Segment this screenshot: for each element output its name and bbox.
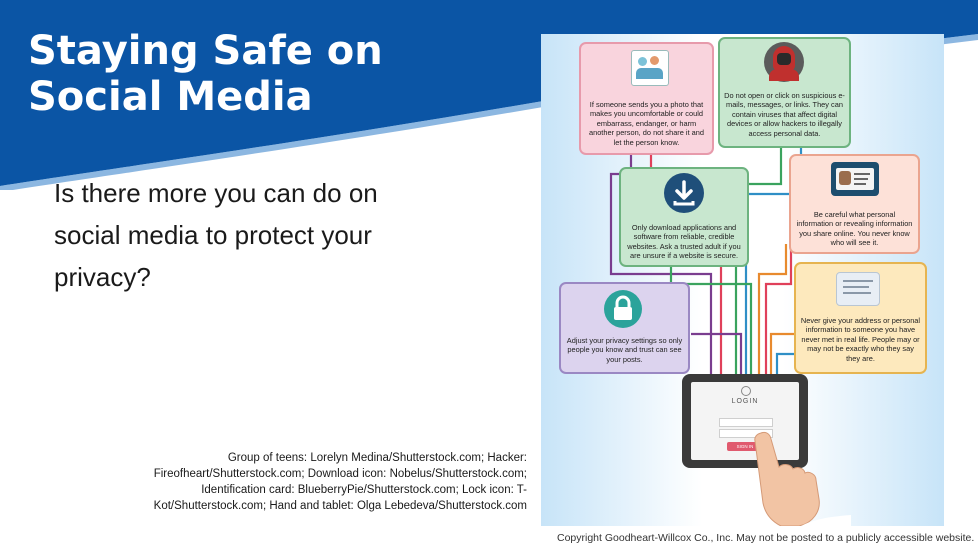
tip-text-photo: If someone sends you a photo that makes you uncomfortable or could embarrass, endanger, or harm another person, do not share it and let the person know. [588, 100, 705, 147]
download-icon [664, 173, 704, 213]
tip-card-email [718, 37, 851, 148]
chat-message-icon [836, 272, 880, 306]
copyright-notice: Copyright Goodheart-Willcox Co., Inc. May not be posted to a publicly accessible website. [557, 532, 975, 544]
login-label: LOGIN [731, 398, 759, 405]
image-credits: Group of teens: Lorelyn Medina/Shutterstock.com; Hacker: Fireofheart/Shutterstock.com; Download icon: Nobelus/Shutterstock.com; Identification card: BlueberryPie/Shutterstock.com; Lock icon: T-Kot/Shutterstock.com; Hand and tablet: Olga Lebedeva/Shutterstock.com [153, 452, 527, 512]
group-photo-icon [631, 50, 669, 86]
tip-card-download [619, 167, 749, 267]
slide-body-text: Is there more you can do on social media to protect your privacy? [54, 178, 378, 292]
social-media-safety-infographic [541, 34, 944, 526]
tip-card-photo [579, 42, 714, 155]
id-card-icon [831, 162, 879, 196]
slide-title: Staying Safe on Social Media [28, 28, 383, 120]
user-icon [741, 386, 751, 396]
tip-text-download: Only download applications and software from reliable, credible websites. Ask a trusted adult if you are unsure if a website is secure. [627, 223, 741, 261]
tip-text-email: Do not open or click on suspicious e-mails, messages, or links. They can contain viruses that affect digital devices or allow hackers to illegally access personal data. [724, 91, 845, 138]
tip-text-address: Never give your address or personal information to someone you have never met in real life. People may or may not be exactly who they say they are. [800, 316, 921, 363]
tip-text-personal-info: Be careful what personal information or revealing information you share online. You never know who will see it. [796, 210, 913, 248]
pointing-hand-icon [741, 429, 851, 526]
tip-text-privacy: Adjust your privacy settings so only people you know and trust can see your posts. [566, 336, 683, 364]
sign-in-button[interactable]: SIGN IN [727, 442, 763, 451]
lock-icon [604, 290, 642, 328]
hacker-icon [764, 42, 804, 82]
tip-card-privacy [559, 282, 690, 374]
tip-card-personal-info [789, 154, 920, 254]
tip-card-address [794, 262, 927, 374]
username-field[interactable] [719, 418, 773, 427]
